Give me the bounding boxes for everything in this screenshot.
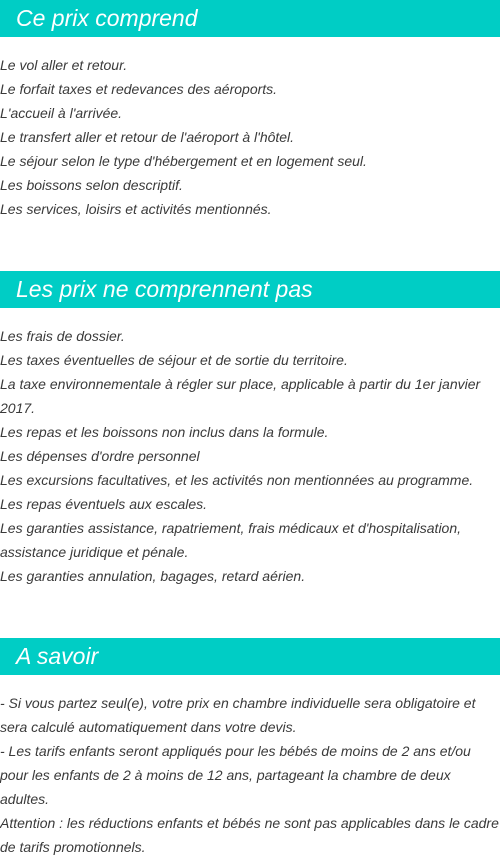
list-item: Les repas éventuels aux escales. — [0, 496, 208, 512]
list-item: Les frais de dossier. — [0, 328, 125, 344]
list-item: Le vol aller et retour. — [0, 57, 128, 73]
list-item: Les garanties annulation, bagages, retard aérien. — [0, 568, 306, 584]
section-title-includes: Ce prix comprend — [0, 0, 500, 37]
section-body-excludes — [0, 324, 500, 588]
list-item: Attention : les réductions enfants et bébés ne sont pas applicables dans le cadre de tarifs promotionnels. — [0, 815, 499, 855]
list-item: Le transfert aller et retour de l'aéroport à l'hôtel. — [0, 129, 295, 145]
list-item: - Les tarifs enfants seront appliqués pour les bébés de moins de 2 ans et/ou pour les enfants de 2 à moins de 12 ans, partageant la chambre de deux adultes. — [0, 743, 471, 807]
list-item: Les boissons selon descriptif. — [0, 177, 183, 193]
list-item: Les dépenses d'ordre personnel — [0, 448, 200, 464]
list-item: - Si vous partez seul(e), votre prix en chambre individuelle sera obligatoire et sera calculé automatiquement dans votre devis. — [0, 695, 476, 735]
section-title-to-know: A savoir — [0, 638, 500, 675]
list-item: L'accueil à l'arrivée. — [0, 105, 123, 121]
list-item: Le séjour selon le type d'hébergement et en logement seul. — [0, 153, 367, 169]
list-item: Les garanties assistance, rapatriement, frais médicaux et d'hospitalisation, assistance juridique et pénale. — [0, 520, 462, 560]
list-item: Les taxes éventuelles de séjour et de sortie du territoire. — [0, 352, 348, 368]
list-item: Les excursions facultatives, et les activités non mentionnées au programme. — [0, 472, 474, 488]
section-body-includes — [0, 53, 500, 221]
list-item: Les services, loisirs et activités mentionnés. — [0, 201, 272, 217]
list-item: Le forfait taxes et redevances des aéroports. — [0, 81, 278, 97]
list-item: La taxe environnementale à régler sur place, applicable à partir du 1er janvier 2017. — [0, 376, 481, 416]
list-item: Les repas et les boissons non inclus dans la formule. — [0, 424, 329, 440]
section-title-excludes: Les prix ne comprennent pas — [0, 271, 500, 308]
section-body-to-know — [0, 691, 500, 859]
